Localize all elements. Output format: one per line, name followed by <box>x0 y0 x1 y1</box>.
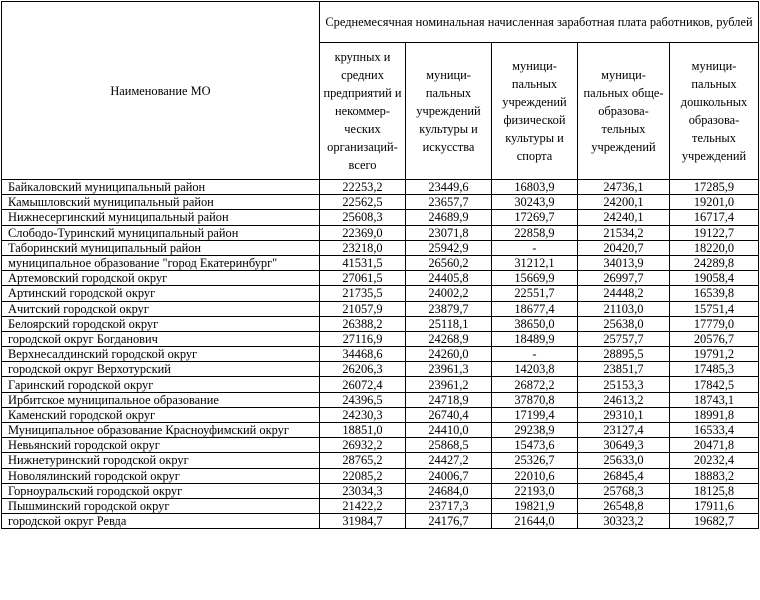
salary-value-cell: 24006,7 <box>406 468 492 483</box>
salary-value-cell: 23657,7 <box>406 195 492 210</box>
salary-value-cell: 20232,4 <box>670 453 759 468</box>
salary-value-cell: 25868,5 <box>406 438 492 453</box>
table-row <box>2 362 759 377</box>
table-row <box>2 180 759 195</box>
mo-name-cell: Артемовский городской округ <box>2 271 320 286</box>
salary-value-cell: 27116,9 <box>320 331 406 346</box>
salary-value-cell: 19058,4 <box>670 271 759 286</box>
salary-value-cell: 25153,3 <box>578 377 670 392</box>
mo-name-cell: Невьянский городской округ <box>2 438 320 453</box>
salary-value-cell: 25638,0 <box>578 316 670 331</box>
salary-value-cell: - <box>492 240 578 255</box>
mo-name-cell: Горноуральский городской округ <box>2 483 320 498</box>
col-header-culture: муници-пальных учреждений культуры и искусства <box>406 43 492 180</box>
salary-value-cell: 24448,2 <box>578 286 670 301</box>
salary-value-cell: 29238,9 <box>492 423 578 438</box>
salary-value-cell: 30649,3 <box>578 438 670 453</box>
salary-value-cell: 23961,2 <box>406 377 492 392</box>
salary-value-cell: 24684,0 <box>406 483 492 498</box>
salary-value-cell: - <box>492 347 578 362</box>
salary-value-cell: 15751,4 <box>670 301 759 316</box>
salary-value-cell: 24689,9 <box>406 210 492 225</box>
mo-name-cell: муниципальное образование "город Екатеринбург" <box>2 255 320 270</box>
salary-value-cell: 18677,4 <box>492 301 578 316</box>
salary-value-cell: 26206,3 <box>320 362 406 377</box>
salary-value-cell: 20420,7 <box>578 240 670 255</box>
salary-value-cell: 23449,6 <box>406 180 492 195</box>
mo-name-cell: Нижнетуринский городской округ <box>2 453 320 468</box>
table-row <box>2 377 759 392</box>
salary-value-cell: 26845,4 <box>578 468 670 483</box>
col-header-schools: муници-пальных обще-образова-тельных учреждений <box>578 43 670 180</box>
salary-value-cell: 38650,0 <box>492 316 578 331</box>
mo-name-cell: Ачитский городской округ <box>2 301 320 316</box>
table-row <box>2 498 759 513</box>
salary-value-cell: 16533,4 <box>670 423 759 438</box>
salary-value-cell: 22369,0 <box>320 225 406 240</box>
table-row <box>2 407 759 422</box>
mo-name-cell: Байкаловский муниципальный район <box>2 180 320 195</box>
salary-value-cell: 26740,4 <box>406 407 492 422</box>
salary-value-cell: 18851,0 <box>320 423 406 438</box>
salary-value-cell: 22562,5 <box>320 195 406 210</box>
salary-value-cell: 17285,9 <box>670 180 759 195</box>
table-row <box>2 301 759 316</box>
salary-value-cell: 30323,2 <box>578 514 670 529</box>
table-row <box>2 392 759 407</box>
salary-value-cell: 24718,9 <box>406 392 492 407</box>
mo-name-cell: Гаринский городской округ <box>2 377 320 392</box>
salary-value-cell: 21057,9 <box>320 301 406 316</box>
salary-value-cell: 25633,0 <box>578 453 670 468</box>
salary-value-cell: 29310,1 <box>578 407 670 422</box>
salary-value-cell: 24240,1 <box>578 210 670 225</box>
table-row <box>2 225 759 240</box>
salary-value-cell: 24260,0 <box>406 347 492 362</box>
salary-value-cell: 18883,2 <box>670 468 759 483</box>
mo-name-cell: городской округ Верхотурский <box>2 362 320 377</box>
mo-name-cell: Таборинский муниципальный район <box>2 240 320 255</box>
table-row <box>2 210 759 225</box>
salary-value-cell: 24410,0 <box>406 423 492 438</box>
salary-value-cell: 21422,2 <box>320 498 406 513</box>
salary-value-cell: 17485,3 <box>670 362 759 377</box>
salary-value-cell: 23851,7 <box>578 362 670 377</box>
salary-value-cell: 17911,6 <box>670 498 759 513</box>
salary-value-cell: 24736,1 <box>578 180 670 195</box>
salary-value-cell: 21103,0 <box>578 301 670 316</box>
salary-value-cell: 26932,2 <box>320 438 406 453</box>
salary-value-cell: 17779,0 <box>670 316 759 331</box>
salary-value-cell: 16803,9 <box>492 180 578 195</box>
salary-value-cell: 19821,9 <box>492 498 578 513</box>
salary-value-cell: 16717,4 <box>670 210 759 225</box>
table-row <box>2 438 759 453</box>
table-row <box>2 423 759 438</box>
salary-value-cell: 31984,7 <box>320 514 406 529</box>
salary-value-cell: 18489,9 <box>492 331 578 346</box>
mo-name-cell: Нижнесергинский муниципальный район <box>2 210 320 225</box>
table-row <box>2 195 759 210</box>
salary-value-cell: 24289,8 <box>670 255 759 270</box>
salary-value-cell: 25768,3 <box>578 483 670 498</box>
salary-value-cell: 25326,7 <box>492 453 578 468</box>
table-row <box>2 514 759 529</box>
table-row <box>2 240 759 255</box>
salary-value-cell: 24268,9 <box>406 331 492 346</box>
salary-value-cell: 19122,7 <box>670 225 759 240</box>
table-row <box>2 483 759 498</box>
mo-name-cell: Ирбитское муниципальное образование <box>2 392 320 407</box>
salary-value-cell: 22858,9 <box>492 225 578 240</box>
salary-value-cell: 15473,6 <box>492 438 578 453</box>
mo-name-cell: Новолялинский городской округ <box>2 468 320 483</box>
salary-value-cell: 28895,5 <box>578 347 670 362</box>
salary-value-cell: 22551,7 <box>492 286 578 301</box>
salary-value-cell: 24613,2 <box>578 392 670 407</box>
salary-value-cell: 18125,8 <box>670 483 759 498</box>
salary-value-cell: 24230,3 <box>320 407 406 422</box>
salary-value-cell: 28765,2 <box>320 453 406 468</box>
salary-value-cell: 25118,1 <box>406 316 492 331</box>
salary-value-cell: 24176,7 <box>406 514 492 529</box>
table-row <box>2 316 759 331</box>
salary-value-cell: 26072,4 <box>320 377 406 392</box>
mo-name-cell: Артинский городской округ <box>2 286 320 301</box>
salary-value-cell: 25942,9 <box>406 240 492 255</box>
mo-name-cell: Слободо-Туринский муниципальный район <box>2 225 320 240</box>
salary-value-cell: 24396,5 <box>320 392 406 407</box>
salary-value-cell: 19682,7 <box>670 514 759 529</box>
salary-group-header: Среднемесячная номинальная начисленная заработная плата работников, рублей <box>320 2 759 43</box>
salary-value-cell: 19791,2 <box>670 347 759 362</box>
salary-value-cell: 41531,5 <box>320 255 406 270</box>
table-body <box>2 180 759 529</box>
salary-value-cell: 26997,7 <box>578 271 670 286</box>
salary-value-cell: 26548,8 <box>578 498 670 513</box>
salary-value-cell: 19201,0 <box>670 195 759 210</box>
mo-name-cell: Муниципальное образование Красноуфимский округ <box>2 423 320 438</box>
salary-value-cell: 25608,3 <box>320 210 406 225</box>
mo-name-cell: Каменский городской округ <box>2 407 320 422</box>
salary-value-cell: 18220,0 <box>670 240 759 255</box>
salary-value-cell: 25757,7 <box>578 331 670 346</box>
salary-value-cell: 15669,9 <box>492 271 578 286</box>
salary-value-cell: 17199,4 <box>492 407 578 422</box>
table-row <box>2 286 759 301</box>
table-row <box>2 347 759 362</box>
salary-value-cell: 23218,0 <box>320 240 406 255</box>
salary-value-cell: 20576,7 <box>670 331 759 346</box>
salary-value-cell: 21735,5 <box>320 286 406 301</box>
table-row <box>2 271 759 286</box>
salary-value-cell: 24002,2 <box>406 286 492 301</box>
mo-name-cell: городской округ Богданович <box>2 331 320 346</box>
salary-value-cell: 17269,7 <box>492 210 578 225</box>
table-row <box>2 453 759 468</box>
salary-value-cell: 24427,2 <box>406 453 492 468</box>
salary-value-cell: 23717,3 <box>406 498 492 513</box>
salary-value-cell: 30243,9 <box>492 195 578 210</box>
salary-value-cell: 14203,8 <box>492 362 578 377</box>
salary-value-cell: 16539,8 <box>670 286 759 301</box>
salary-value-cell: 26560,2 <box>406 255 492 270</box>
salary-value-cell: 31212,1 <box>492 255 578 270</box>
salary-value-cell: 23071,8 <box>406 225 492 240</box>
table-row <box>2 255 759 270</box>
salary-value-cell: 23034,3 <box>320 483 406 498</box>
col-header-large-enterprises: крупных и средних предприятий и некоммер-ческих организаций-всего <box>320 43 406 180</box>
salary-value-cell: 18991,8 <box>670 407 759 422</box>
table-row <box>2 468 759 483</box>
salary-value-cell: 22193,0 <box>492 483 578 498</box>
salary-value-cell: 27061,5 <box>320 271 406 286</box>
mo-name-cell: Пышминский городской округ <box>2 498 320 513</box>
table-row <box>2 331 759 346</box>
col-header-sport: муници-пальных учреждений физической культуры и спорта <box>492 43 578 180</box>
salary-value-cell: 26872,2 <box>492 377 578 392</box>
salary-value-cell: 22253,2 <box>320 180 406 195</box>
salary-value-cell: 22010,6 <box>492 468 578 483</box>
salary-value-cell: 18743,1 <box>670 392 759 407</box>
mo-name-cell: Белоярский городской округ <box>2 316 320 331</box>
salary-value-cell: 20471,8 <box>670 438 759 453</box>
col-header-preschools: муници-пальных дошкольных образова-тельных учреждений <box>670 43 759 180</box>
salary-value-cell: 21644,0 <box>492 514 578 529</box>
mo-name-header: Наименование МО <box>2 2 320 180</box>
salary-value-cell: 17842,5 <box>670 377 759 392</box>
salary-value-cell: 24200,1 <box>578 195 670 210</box>
mo-name-cell: Верхнесалдинский городской округ <box>2 347 320 362</box>
salary-value-cell: 24405,8 <box>406 271 492 286</box>
salary-value-cell: 26388,2 <box>320 316 406 331</box>
salary-value-cell: 34013,9 <box>578 255 670 270</box>
salary-value-cell: 23127,4 <box>578 423 670 438</box>
salary-value-cell: 37870,8 <box>492 392 578 407</box>
mo-name-cell: Камышловский муниципальный район <box>2 195 320 210</box>
salary-value-cell: 23961,3 <box>406 362 492 377</box>
mo-name-cell: городской округ Ревда <box>2 514 320 529</box>
salary-value-cell: 22085,2 <box>320 468 406 483</box>
salary-table <box>1 1 759 529</box>
salary-value-cell: 34468,6 <box>320 347 406 362</box>
salary-value-cell: 23879,7 <box>406 301 492 316</box>
salary-value-cell: 21534,2 <box>578 225 670 240</box>
